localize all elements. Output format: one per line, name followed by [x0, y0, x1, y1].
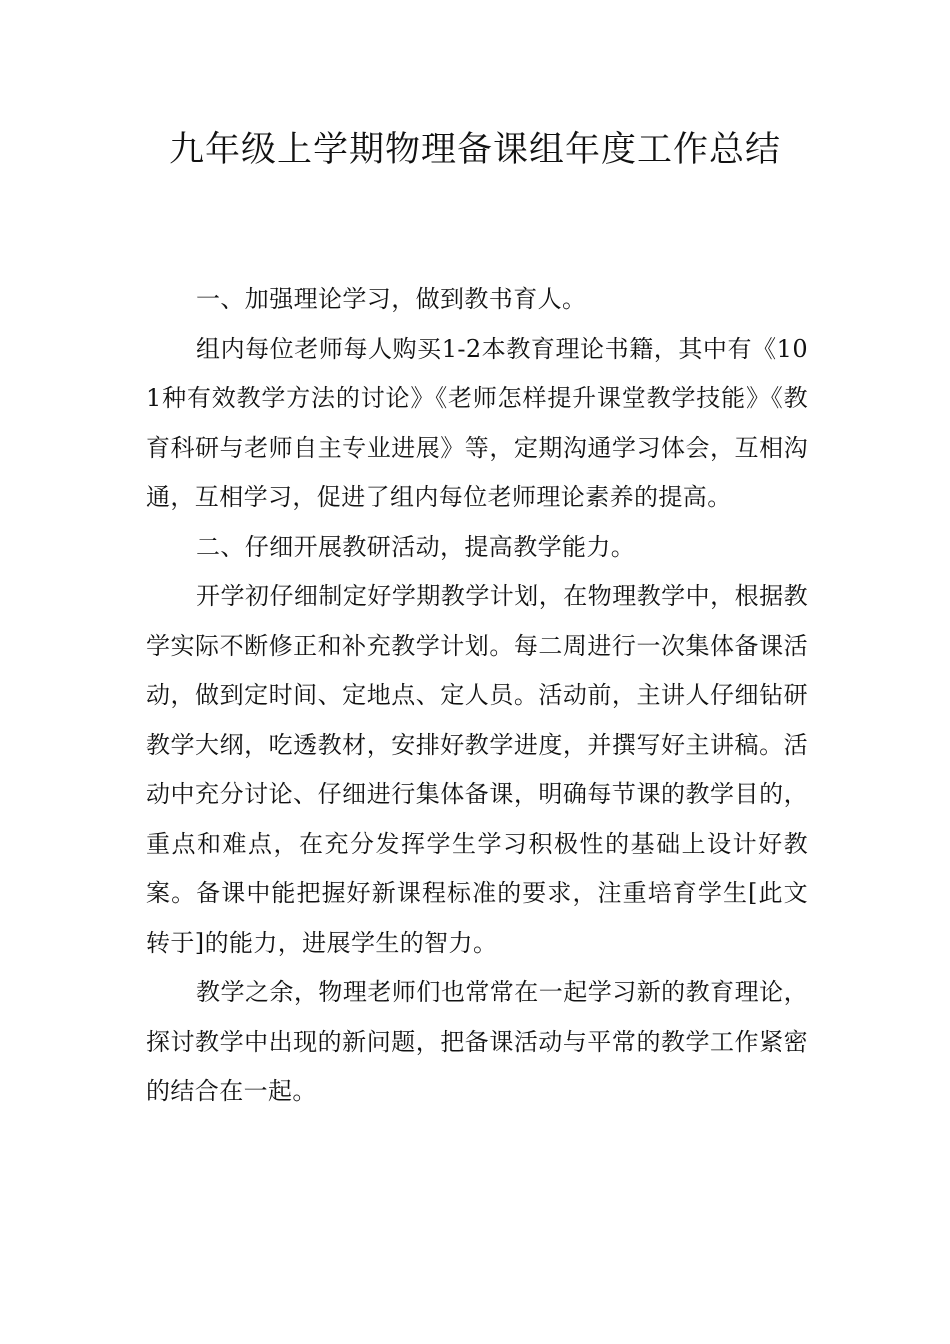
document-title: 九年级上学期物理备课组年度工作总结 [168, 130, 781, 170]
document-body [146, 275, 808, 1117]
body-paragraph: 教学之余，物理老师们也常常在一起学习新的教育理论，探讨教学中出现的新问题，把备课活动与平常的教学工作紧密的结合在一起。 [146, 978, 808, 1105]
section-heading-1: 一、加强理论学习，做到教书育人。 [196, 285, 587, 313]
body-paragraph: 组内每位老师每人购买1-2本教育理论书籍，其中有《101种有效教学方法的讨论》《老师怎样提升课堂教学技能》《教育科研与老师自主专业进展》等，定期沟通学习体会，互相沟通，互相学习，促进了组内每位老师理论素养的提高。 [146, 334, 808, 511]
section-heading-2: 二、仔细开展教研活动，提高教学能力。 [196, 532, 636, 561]
body-paragraph: 开学初仔细制定好学期教学计划，在物理教学中，根据教学实际不断修正和补充教学计划。每二周进行一次集体备课活动，做到定时间、定地点、定人员。活动前，主讲人仔细钻研教学大纲，吃透教材，安排好教学进度，并撰写好主讲稿。活动中充分讨论、仔细进行集体备课，明确每节课的教学目的，重点和难点，在充分发挥学生学习积极性的基础上设计好教案。备课中能把握好新课程标准的要求，注重培育学生[此文转于]的能力，进展学生的智力。 [146, 582, 808, 957]
